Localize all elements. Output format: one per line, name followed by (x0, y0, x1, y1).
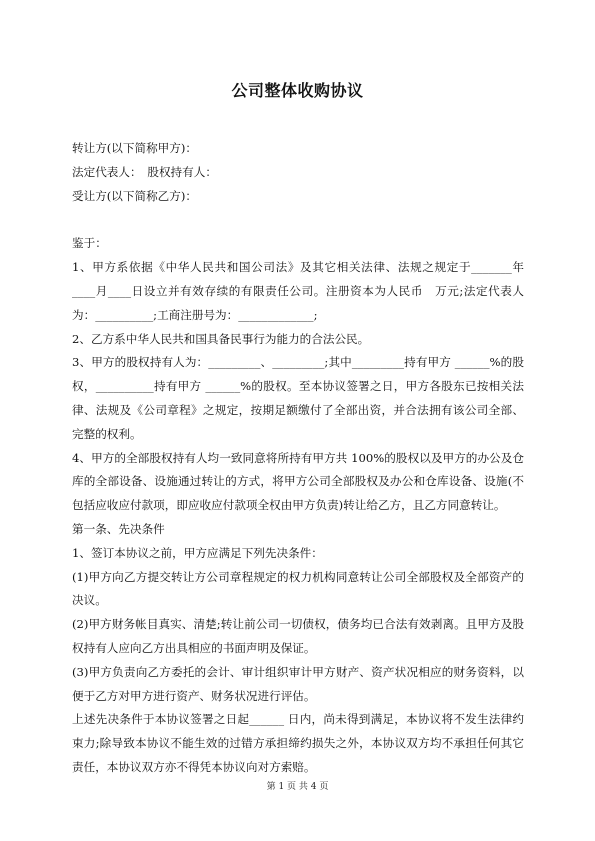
section-heading: 第一条、先决条件 (72, 521, 165, 536)
paragraph: (1)甲方向乙方提交转让方公司章程规定的权力机构同意转让公司全部股权及全部资产的决议。 (72, 569, 524, 608)
page-footer: 第 1 页 共 4 页 (266, 782, 329, 792)
party-legal-rep: 法定代表人： 股权持有人： (72, 164, 217, 179)
document-title: 公司整体收购协议 (231, 81, 364, 100)
document-body (72, 137, 524, 780)
paragraph: 2、乙方系中华人民共和国具备民事行为能力的合法公民。 (72, 331, 370, 346)
party-transferor: 转让方(以下简称甲方)： (72, 141, 197, 155)
spacer (72, 208, 524, 232)
paragraph: (3)甲方负责向乙方委托的会计、审计组织审计甲方财产、资产状况相应的财务资料，以便于乙方对甲方进行资产、财务状况进行评估。 (72, 664, 524, 703)
whereas-heading: 鉴于： (72, 236, 107, 251)
paragraph: 1、签订本协议之前，甲方应满足下列先决条件： (72, 545, 323, 560)
paragraph: 3、甲方的股权持有人为：_________、_________;其中_________持有甲方 ______%的股权，__________持有甲方 ______%的股权。至本协议签署之日，甲方各股东已按相关法律、法规及《公司章程》之规定，按期足额缴付了全部出资，并合法拥有该公司全部、完整的权利。 (72, 355, 524, 441)
paragraph: 上述先决条件于本协议签署之日起______ 日内，尚未得到满足，本协议将不发生法律约束力;除导致本协议不能生效的过错方承担缔约损失之外，本协议双方均不承担任何其它责任，本协议双方亦不得凭本协议向对方索赔。 (72, 712, 524, 774)
paragraph: (2)甲方财务帐目真实、清楚;转让前公司一切债权，债务均已合法有效剥离。且甲方及股权持有人应向乙方出具相应的书面声明及保证。 (72, 617, 524, 655)
paragraph: 4、甲方的全部股权持有人均一致同意将所持有甲方共 100%的股权以及甲方的办公及仓库的全部设备、设施通过转让的方式，将甲方公司全部股权及办公和仓库设备、设施(不包括应收应付款项，即应收应付款项全权由甲方负责)转让给乙方，且乙方同意转让。 (72, 450, 524, 513)
party-transferee: 受让方(以下简称乙方)： (72, 188, 197, 203)
paragraph: 1、甲方系依据《中华人民共和国公司法》及其它相关法律、法规之规定于_______年____月____日设立并有效存续的有限责任公司。注册资本为人民币 万元;法定代表人为：__________;工商注册号为：_____________; (72, 260, 524, 322)
